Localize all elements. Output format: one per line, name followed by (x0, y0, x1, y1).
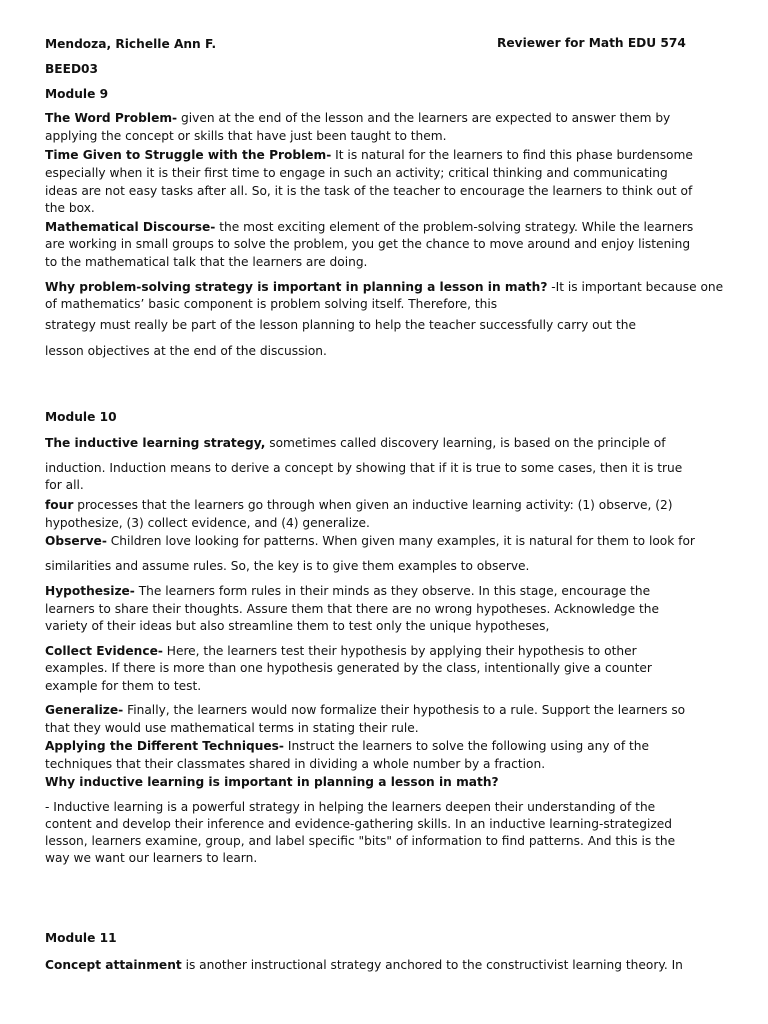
module-10-heading: Module 10 (45, 410, 117, 424)
observe-line-1 (45, 533, 695, 551)
collect-line-1 (45, 643, 637, 661)
discourse-line-1 (45, 219, 693, 237)
hypothesize-text: The learners form rules in their minds as they observe. In this stage, encourage the (134, 584, 651, 598)
four-line-2: hypothesize, (3) collect evidence, and (4) generalize. (45, 516, 370, 530)
collect-line-3: example for them to test. (45, 679, 202, 693)
module-9-heading: Module 9 (45, 87, 109, 101)
time-line-3: ideas are not easy tasks after all. So, it is the task of the teacher to encourage the learners to think out of (45, 184, 693, 198)
observe-text: Children love looking for patterns. When given many examples, it is natural for them to look for (106, 534, 695, 548)
discourse-term: Mathematical Discourse- (45, 220, 216, 234)
concept-term: Concept attainment (45, 958, 182, 972)
why-inductive-line-2: content and develop their inference and evidence-gathering skills. In an inductive learning-strategized (45, 817, 673, 831)
word-problem-line-2: applying the concept or skills that have just been taught to them. (45, 129, 447, 143)
document-title: Reviewer for Math EDU 574 (497, 36, 686, 50)
observe-line-2: similarities and assume rules. So, the key is to give them examples to observe. (45, 559, 530, 573)
apply-line-2: techniques that their classmates shared in dividing a whole number by a fraction. (45, 757, 546, 771)
hypothesize-term: Hypothesize- (45, 584, 135, 598)
why-ps-line-2: of mathematics’ basic component is problem solving itself. Therefore, this (45, 297, 498, 311)
observe-term: Observe- (45, 534, 107, 548)
why-inductive-line-4: way we want our learners to learn. (45, 851, 258, 865)
collect-line-2: examples. If there is more than one hypothesis generated by the class, intentionally give a counter (45, 661, 652, 675)
apply-line-1 (45, 738, 649, 756)
why-ps-line-3: strategy must really be part of the lesson planning to help the teacher successfully carry out the (45, 318, 636, 332)
apply-term: Applying the Different Techniques- (45, 739, 284, 753)
generalize-line-2: that they would use mathematical terms in stating their rule. (45, 721, 419, 735)
why-inductive-question: Why inductive learning is important in planning a lesson in math? (45, 775, 499, 789)
why-ps-line-4: lesson objectives at the end of the discussion. (45, 344, 327, 358)
inductive-line-1 (45, 435, 666, 453)
collect-term: Collect Evidence- (45, 644, 163, 658)
generalize-line-1 (45, 702, 685, 720)
apply-text: Instruct the learners to solve the following using any of the (283, 739, 649, 753)
discourse-text: the most exciting element of the problem-solving strategy. While the learners (215, 220, 694, 234)
why-ps-text: -It is important because one (547, 280, 724, 294)
module-11-heading: Module 11 (45, 931, 117, 945)
hypothesize-line-2: learners to share their thoughts. Assure them that there are no wrong hypotheses. Acknowledge the (45, 602, 660, 616)
author-name: Mendoza, Richelle Ann F. (45, 37, 217, 51)
time-text: It is natural for the learners to find this phase burdensome (331, 148, 693, 162)
four-text: processes that the learners go through when given an inductive learning activity: (1) observe, (2) (73, 498, 673, 512)
time-term: Time Given to Struggle with the Problem- (45, 148, 332, 162)
why-ps-line-1 (45, 279, 723, 297)
inductive-line-2: induction. Induction means to derive a concept by showing that if it is true to some cases, then it is true (45, 461, 683, 475)
why-inductive-line-1: - Inductive learning is a powerful strategy in helping the learners deepen their understanding of the (45, 800, 656, 814)
four-term: four (45, 498, 74, 512)
section-code: BEED03 (45, 62, 99, 76)
time-line-2: especially when it is their first time to engage in such an activity; critical thinking and communicating (45, 166, 668, 180)
why-ps-question: Why problem-solving strategy is important in planning a lesson in math? (45, 280, 548, 294)
hypothesize-line-3: variety of their ideas but also streamline them to test only the unique hypotheses, (45, 619, 550, 633)
concept-text: is another instructional strategy anchored to the constructivist learning theory. In (181, 958, 683, 972)
generalize-term: Generalize- (45, 703, 124, 717)
concept-line-1 (45, 957, 683, 975)
collect-text: Here, the learners test their hypothesis by applying their hypothesis to other (162, 644, 637, 658)
discourse-line-2: are working in small groups to solve the problem, you get the chance to move around and enjoy listening (45, 237, 691, 251)
word-problem-term: The Word Problem- (45, 111, 178, 125)
generalize-text: Finally, the learners would now formalize their hypothesis to a rule. Support the learners so (123, 703, 686, 717)
inductive-text: sometimes called discovery learning, is based on the principle of (265, 436, 666, 450)
inductive-term: The inductive learning strategy, (45, 436, 266, 450)
word-problem-line-1 (45, 110, 670, 128)
time-line-1 (45, 147, 693, 165)
inductive-line-3: for all. (45, 478, 84, 492)
four-line-1 (45, 497, 673, 515)
why-inductive-line-3: lesson, learners examine, group, and label specific "bits" of information to find patterns. And this is the (45, 834, 676, 848)
hypothesize-line-1 (45, 583, 650, 601)
discourse-line-3: to the mathematical talk that the learners are doing. (45, 255, 368, 269)
time-line-4: the box. (45, 201, 95, 215)
word-problem-text: given at the end of the lesson and the learners are expected to answer them by (177, 111, 671, 125)
